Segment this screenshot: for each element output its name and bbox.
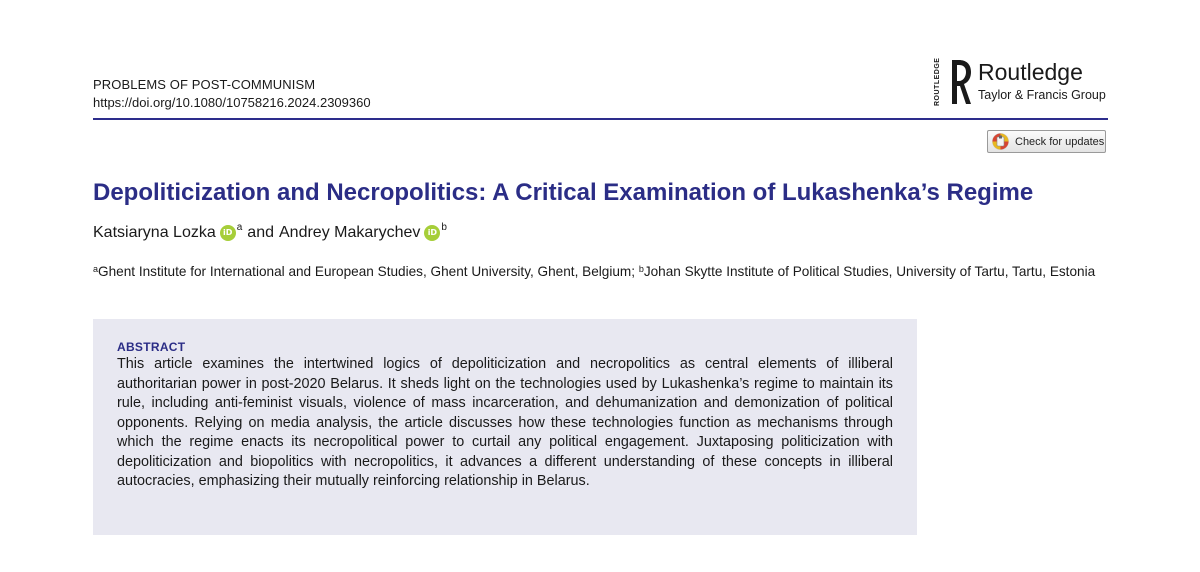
abstract-box [93,319,917,535]
check-for-updates-button[interactable] [987,130,1106,153]
doi-link[interactable]: https://doi.org/10.1080/10758216.2024.2309360 [93,95,371,110]
affiliation-text: Johan Skytte Institute of Political Studies, University of Tartu, Tartu, Estonia [643,264,1096,279]
crossmark-icon [992,133,1009,150]
journal-name: PROBLEMS OF POST-COMMUNISM [93,77,316,92]
author-affiliation-marker: b [441,222,447,233]
orcid-icon[interactable]: iD [424,225,440,241]
author-name[interactable]: Katsiaryna Lozka [93,224,216,241]
publisher-name: Routledge [978,59,1083,85]
affiliation-text: Ghent Institute for International and European Studies, Ghent University, Ghent, Belgium; [98,264,639,279]
article-title: Depoliticization and Necropolitics: A Critical Examination of Lukashenka’s Regime [93,179,1034,206]
affiliation-marker: b [638,264,644,274]
author-affiliation-marker: a [236,222,243,233]
check-for-updates-label: Check for updates [1015,135,1105,148]
abstract-heading: ABSTRACT [117,340,186,354]
routledge-logo-icon [948,56,972,108]
author-list [93,222,447,244]
author-separator: and [247,224,274,241]
abstract-text: This article examines the intertwined logics of depoliticization and necropolitics as central elements of illiberal authoritarian power in post-2020 Belarus. It sheds light on the technologies used by Lukashenka’s regime to maintain its rule, including anti-feminist visuals, violence of mass incarceration, and dehumanization and demonization of political opponents. Relying on media analysis, the article discusses how these technologies function as mechanisms through which the regime enacts its necropolitical power to curtail any political engagement. Juxtaposing politicization with depoliticization and biopolitics with necropolitics, it advances a different understanding of these concepts in illiberal autocracies, emphasizing their mutually reinforcing relationship in Belarus. [117,356,893,489]
header-rule [93,118,1108,120]
affiliation-marker: a [93,264,99,274]
orcid-icon[interactable]: iD [220,225,236,241]
affiliations [93,262,1113,283]
publisher-group: Taylor & Francis Group [978,88,1106,102]
publisher-vertical-text: ROUTLEDGE [934,57,941,106]
author-name[interactable]: Andrey Makarychev [279,224,421,241]
